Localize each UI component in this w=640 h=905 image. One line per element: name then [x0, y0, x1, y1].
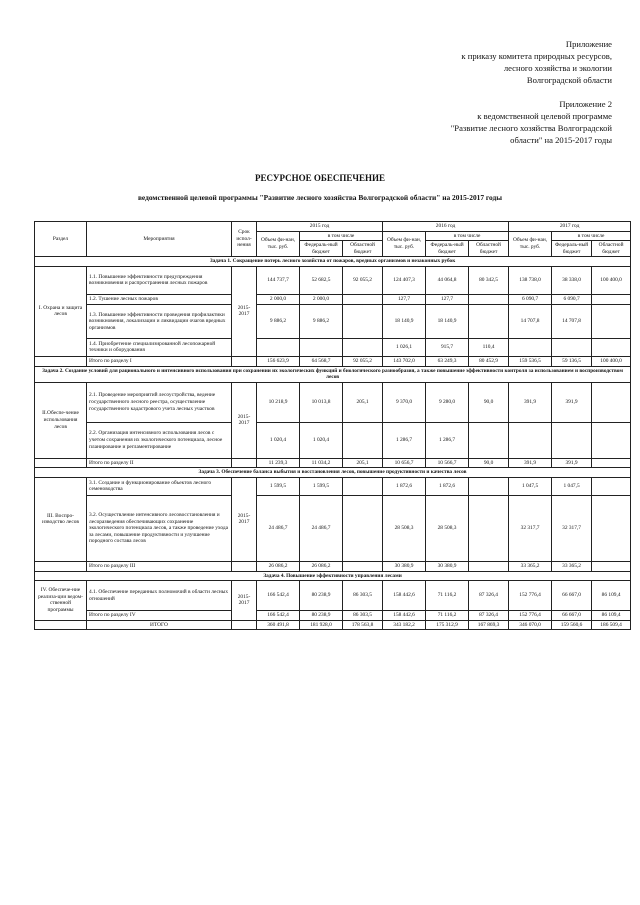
value-cell: 166 542,4 [257, 581, 300, 611]
value-cell: 26 086,2 [257, 561, 300, 571]
value-cell: 24 486,7 [300, 495, 343, 561]
col-total-2015: Объем фи-нан, тыс. руб. [257, 231, 300, 257]
value-cell: 6 090,7 [509, 294, 552, 304]
value-cell: 44 064,8 [426, 266, 469, 294]
activity-1-1: 1.1. Повышение эффективности предупреждения возникновения и распространения лесных пожаров [87, 266, 232, 294]
value-cell: 33 365,2 [552, 561, 592, 571]
value-cell [592, 294, 631, 304]
value-cell: 1 599,5 [257, 477, 300, 495]
col-federal-2015: Федераль-ный бюджет [300, 241, 343, 257]
col-incl-2015: в том числе [300, 231, 383, 241]
document-title: РЕСУРСНОЕ ОБЕСПЕЧЕНИЕ [255, 173, 385, 183]
value-cell [343, 422, 383, 458]
value-cell [469, 304, 509, 338]
value-cell: 71 116,2 [426, 581, 469, 611]
value-cell: 28 508,3 [383, 495, 426, 561]
header-line: Приложение [565, 39, 612, 49]
table-row [35, 495, 631, 561]
table-row-subtotal [35, 611, 631, 621]
value-cell: 9 886,2 [257, 304, 300, 338]
value-cell: 11 239,3 [257, 458, 300, 468]
value-cell [592, 422, 631, 458]
value-cell: 9 280,0 [426, 382, 469, 422]
value-cell: 33 365,2 [509, 561, 552, 571]
value-cell: 92 055,2 [343, 266, 383, 294]
value-cell: 64 568,7 [300, 356, 343, 366]
value-cell: 391,9 [509, 382, 552, 422]
task-3-heading: Задача 3. Обеспечение баланса выбытия и восстановления лесов, повышение продуктивности и качества лесов [35, 468, 631, 478]
value-cell: 1 047,5 [552, 477, 592, 495]
table-row [35, 266, 631, 294]
value-cell: 167 869,3 [469, 620, 509, 630]
term-cell: 2015-2017 [232, 477, 257, 561]
col-activity: Мероприятия [87, 222, 232, 257]
value-cell: 10 566,7 [426, 458, 469, 468]
value-cell: 80 342,5 [469, 266, 509, 294]
col-total-2016: Объем фи-нан, тыс. руб. [383, 231, 426, 257]
value-cell: 66 667,0 [552, 611, 592, 621]
value-cell [592, 561, 631, 571]
value-cell: 159 536,5 [509, 356, 552, 366]
header-line: Волгоградской области [526, 75, 612, 85]
header-line: лесного хозяйства и экологии [503, 63, 612, 73]
value-cell: 1 599,5 [300, 477, 343, 495]
value-cell: 2 000,0 [257, 294, 300, 304]
col-total-2017: Объем фи-нан, тыс. руб. [509, 231, 552, 257]
subtotal-label: Итого по разделу II [87, 458, 232, 468]
task-1-heading: Задача 1. Сокращение потерь лесного хозяйства от пожаров, вредных организмов и незаконных рубок [35, 257, 631, 267]
value-cell: 63 249,3 [426, 356, 469, 366]
col-regional-2016: Областной бюджет [469, 241, 509, 257]
activity-2-1: 2.1. Проведение мероприятий лесоустройства, ведение государственного лесного реестра, осуществление государственного кадастрового учета лесных участков [87, 382, 232, 422]
value-cell: 1 286,7 [383, 422, 426, 458]
value-cell: 158 442,6 [383, 611, 426, 621]
activity-2-2: 2.2. Организация интенсивного использования лесов с учетом сохранения их экологического потенциала, лесное планирование и регламентирование [87, 422, 232, 458]
task-4-heading: Задача 4. Повышение эффективности управления лесами [35, 571, 631, 581]
table-row [35, 422, 631, 458]
table-row-subtotal [35, 561, 631, 571]
value-cell: 110,4 [469, 338, 509, 356]
value-cell [552, 422, 592, 458]
value-cell [343, 561, 383, 571]
value-cell: 86 303,5 [343, 611, 383, 621]
col-regional-2015: Областной бюджет [343, 241, 383, 257]
term-cell: 2015-2017 [232, 382, 257, 458]
value-cell: 10 218,9 [257, 382, 300, 422]
value-cell: 124 407,3 [383, 266, 426, 294]
value-cell: 1 872,6 [383, 477, 426, 495]
col-federal-2016: Федераль-ный бюджет [426, 241, 469, 257]
appendix-header-1 [461, 38, 612, 86]
value-cell: 18 140,9 [383, 304, 426, 338]
value-cell: 6 090,7 [552, 294, 592, 304]
value-cell: 391,9 [552, 382, 592, 422]
value-cell: 100 400,0 [592, 356, 631, 366]
value-cell: 181 928,0 [300, 620, 343, 630]
table-row-grand-total [35, 620, 631, 630]
activity-1-2: 1.2. Тушение лесных пожаров [87, 294, 232, 304]
value-cell: 156 623,9 [257, 356, 300, 366]
value-cell [592, 495, 631, 561]
value-cell: 1 286,7 [426, 422, 469, 458]
value-cell: 86 303,5 [343, 581, 383, 611]
value-cell [343, 304, 383, 338]
value-cell: 59 136,5 [552, 356, 592, 366]
term-cell: 2015-2017 [232, 266, 257, 356]
value-cell [509, 422, 552, 458]
subtotal-label: Итого по разделу III [87, 561, 232, 571]
value-cell: 80 238,9 [300, 611, 343, 621]
value-cell: 205,1 [343, 382, 383, 422]
value-cell: 175 312,9 [426, 620, 469, 630]
value-cell: 346 070,0 [509, 620, 552, 630]
value-cell: 14 707,8 [509, 304, 552, 338]
table-row [35, 382, 631, 422]
value-cell [469, 294, 509, 304]
activity-1-3: 1.3. Повышение эффективности проведения профилактики возникновения, локализации и ликвидации очагов вредных организмов [87, 304, 232, 338]
grand-total-label: ИТОГО [87, 620, 232, 630]
col-regional-2017: Областной бюджет [592, 241, 631, 257]
value-cell: 10 013,8 [300, 382, 343, 422]
table-row-subtotal [35, 356, 631, 366]
value-cell [343, 294, 383, 304]
col-year-2016: 2016 год [383, 222, 509, 232]
value-cell: 92 055,2 [343, 356, 383, 366]
value-cell [469, 422, 509, 458]
value-cell [469, 561, 509, 571]
value-cell: 87 326,4 [469, 581, 509, 611]
value-cell: 178 563,8 [343, 620, 383, 630]
table-row-subtotal [35, 458, 631, 468]
value-cell: 9 886,2 [300, 304, 343, 338]
col-year-2015: 2015 год [257, 222, 383, 232]
resource-table [34, 221, 631, 630]
header-line: к ведомственной целевой программе [477, 111, 612, 121]
value-cell: 391,9 [509, 458, 552, 468]
value-cell [469, 477, 509, 495]
value-cell [592, 382, 631, 422]
subtotal-label: Итого по разделу IV [87, 611, 232, 621]
value-cell: 1 872,6 [426, 477, 469, 495]
value-cell: 18 140,9 [426, 304, 469, 338]
value-cell: 127,7 [383, 294, 426, 304]
value-cell: 52 682,5 [300, 266, 343, 294]
header-line: к приказу комитета природных ресурсов, [461, 51, 612, 61]
value-cell: 138 738,0 [509, 266, 552, 294]
value-cell: 30 380,9 [426, 561, 469, 571]
appendix-header-2 [451, 98, 612, 146]
value-cell: 1 020,4 [300, 422, 343, 458]
header-line: области" на 2015-2017 годы [510, 135, 612, 145]
col-federal-2017: Федераль-ный бюджет [552, 241, 592, 257]
value-cell: 166 542,4 [257, 611, 300, 621]
activity-4-1: 4.1. Обеспечение переданных полномочий в области лесных отношений [87, 581, 232, 611]
value-cell: 10 656,7 [383, 458, 426, 468]
value-cell: 90,0 [469, 382, 509, 422]
value-cell: 11 034,2 [300, 458, 343, 468]
col-incl-2016: в том числе [426, 231, 509, 241]
value-cell [509, 338, 552, 356]
value-cell: 391,9 [552, 458, 592, 468]
value-cell: 38 338,0 [552, 266, 592, 294]
activity-3-1: 3.1. Создание и функционирование объектов лесного семеноводства [87, 477, 232, 495]
table-row [35, 304, 631, 338]
value-cell: 80 238,9 [300, 581, 343, 611]
table-row [35, 477, 631, 495]
value-cell: 24 486,7 [257, 495, 300, 561]
value-cell: 80 452,9 [469, 356, 509, 366]
header-line: "Развитие лесного хозяйства Волгоградской [450, 123, 612, 133]
value-cell: 1 026,1 [383, 338, 426, 356]
value-cell: 144 737,7 [257, 266, 300, 294]
activity-3-2: 3.2. Осуществление интенсивного лесовосстановления и лесоразведения обеспечивающих сохранение экологического потенциала лесов, а также проведение ухода за лесами, повышение продуктивности и улучшение породного состава лесов [87, 495, 232, 561]
value-cell: 159 560,6 [552, 620, 592, 630]
value-cell [592, 477, 631, 495]
header-line: Приложение 2 [559, 99, 612, 109]
value-cell: 143 702,0 [383, 356, 426, 366]
value-cell: 2 000,0 [300, 294, 343, 304]
section-2-label: II.Обеспе-чение использования лесов [35, 382, 87, 458]
col-year-2017: 2017 год [509, 222, 631, 232]
value-cell: 360 491,8 [257, 620, 300, 630]
value-cell: 32 317,7 [552, 495, 592, 561]
value-cell: 152 776,4 [509, 581, 552, 611]
value-cell: 343 182,2 [383, 620, 426, 630]
value-cell: 1 047,5 [509, 477, 552, 495]
subtotal-label: Итого по разделу I [87, 356, 232, 366]
value-cell: 158 442,6 [383, 581, 426, 611]
table-row [35, 338, 631, 356]
value-cell: 28 508,3 [426, 495, 469, 561]
document-subtitle: ведомственной целевой программы "Развитие лесного хозяйства Волгоградской области" на 2015-2017 годы [137, 193, 503, 202]
value-cell [592, 338, 631, 356]
activity-1-4: 1.4. Приобретение специализированной лесопожарной техники и оборудования [87, 338, 232, 356]
col-section: Раздел [35, 222, 87, 257]
value-cell: 30 380,9 [383, 561, 426, 571]
value-cell: 127,7 [426, 294, 469, 304]
col-term: Срок испол-нения [232, 222, 257, 257]
value-cell: 71 116,2 [426, 611, 469, 621]
value-cell: 100 400,0 [592, 266, 631, 294]
value-cell: 9 370,0 [383, 382, 426, 422]
value-cell: 86 109,4 [592, 611, 631, 621]
col-incl-2017: в том числе [552, 231, 631, 241]
task-2-heading: Задача 2. Создание условий для рационального и интенсивного использования при сохранении их экологических функций и биологического разнообразия, а также повышение эффективности контроля за использованием и воспроизводством лесов [35, 366, 631, 382]
value-cell: 86 109,4 [592, 581, 631, 611]
value-cell [343, 495, 383, 561]
table-row [35, 581, 631, 611]
value-cell [300, 338, 343, 356]
value-cell [552, 338, 592, 356]
value-cell [257, 338, 300, 356]
value-cell: 87 326,4 [469, 611, 509, 621]
term-cell: 2015-2017 [232, 581, 257, 621]
value-cell: 186 509,4 [592, 620, 631, 630]
value-cell [469, 495, 509, 561]
value-cell: 90,0 [469, 458, 509, 468]
value-cell: 205,1 [343, 458, 383, 468]
value-cell [592, 304, 631, 338]
value-cell [343, 338, 383, 356]
section-1-label: I. Охрана и защита лесов [35, 266, 87, 356]
value-cell: 1 020,4 [257, 422, 300, 458]
value-cell: 26 086,2 [300, 561, 343, 571]
value-cell [592, 458, 631, 468]
value-cell: 14 707,8 [552, 304, 592, 338]
value-cell: 32 317,7 [509, 495, 552, 561]
table-row [35, 294, 631, 304]
section-4-label: IV. Обеспече-ние реализа-ции ведом-ственной программы [35, 581, 87, 621]
section-3-label: III. Воспро-изводство лесов [35, 477, 87, 561]
value-cell [343, 477, 383, 495]
value-cell: 915,7 [426, 338, 469, 356]
value-cell: 152 776,4 [509, 611, 552, 621]
value-cell: 66 667,0 [552, 581, 592, 611]
